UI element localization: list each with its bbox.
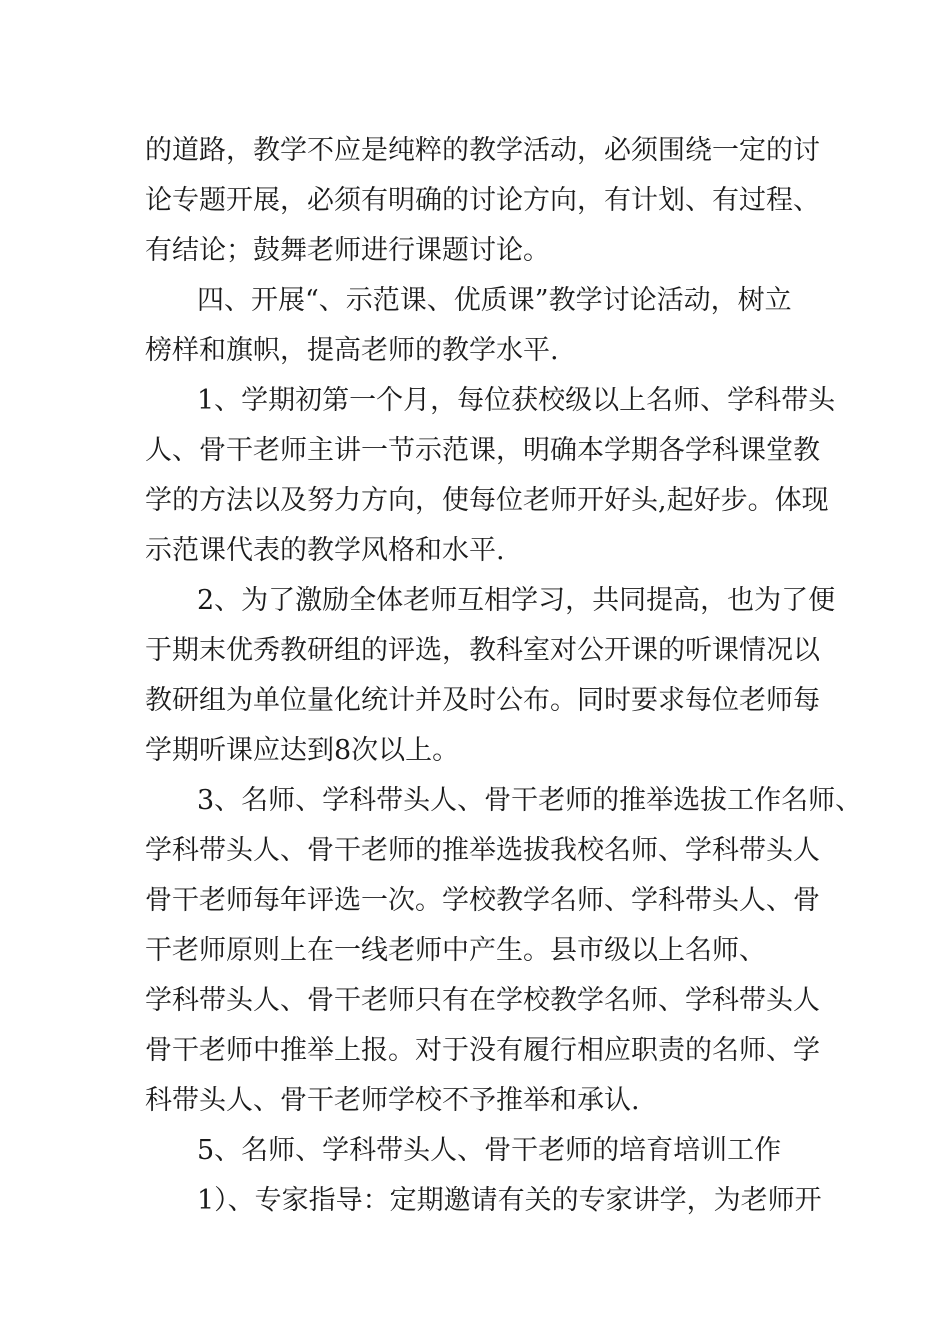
text-line: 1、学期初第一个月，每位获校级以上名师、学科带头 [197, 385, 836, 416]
text-line: 人、骨干老师主讲一节示范课，明确本学期各学科课堂教 [145, 435, 820, 466]
text-line: 骨干老师每年评选一次。学校教学名师、学科带头人、骨 [145, 885, 820, 916]
text-line: 2、为了激励全体老师互相学习，共同提高，也为了便 [197, 585, 836, 616]
body-text [145, 126, 863, 1226]
text-line: 学科带头人、骨干老师只有在学校教学名师、学科带头人 [145, 985, 820, 1016]
paragraph-heading: 四、开展“、示范课、优质课”教学讨论活动，树立 [197, 285, 792, 316]
text-line: 示范课代表的教学风格和水平. [145, 535, 505, 566]
text-line: 干老师原则上在一线老师中产生。县市级以上名师、 [145, 935, 766, 966]
text-line: 科带头人、骨干老师学校不予推举和承认. [145, 1085, 640, 1116]
text-line: 榜样和旗帜，提高老师的教学水平. [145, 335, 559, 366]
text-line: 学的方法以及努力方向，使每位老师开好头,起好步。体现 [145, 485, 829, 516]
text-line: 论专题开展，必须有明确的讨论方向，有计划、有过程、 [145, 185, 820, 216]
text-line: 骨干老师中推举上报。对于没有履行相应职责的名师、学 [145, 1035, 820, 1066]
text-line: 教研组为单位量化统计并及时公布。同时要求每位老师每 [145, 685, 820, 716]
text-line: 3、名师、学科带头人、骨干老师的推举选拔工作名师、 [197, 785, 863, 816]
text-line: 1）、专家指导：定期邀请有关的专家讲学，为老师开 [197, 1185, 822, 1216]
text-line: 的道路，教学不应是纯粹的教学活动，必须围绕一定的讨 [145, 135, 820, 166]
text-line: 学期听课应达到8次以上。 [145, 735, 460, 766]
text-line: 有结论；鼓舞老师进行课题讨论。 [145, 235, 550, 266]
text-line: 5、名师、学科带头人、骨干老师的培育培训工作 [197, 1135, 782, 1166]
text-line: 于期末优秀教研组的评选，教科室对公开课的听课情况以 [145, 635, 820, 666]
text-line: 学科带头人、骨干老师的推举选拔我校名师、学科带头人 [145, 835, 820, 866]
